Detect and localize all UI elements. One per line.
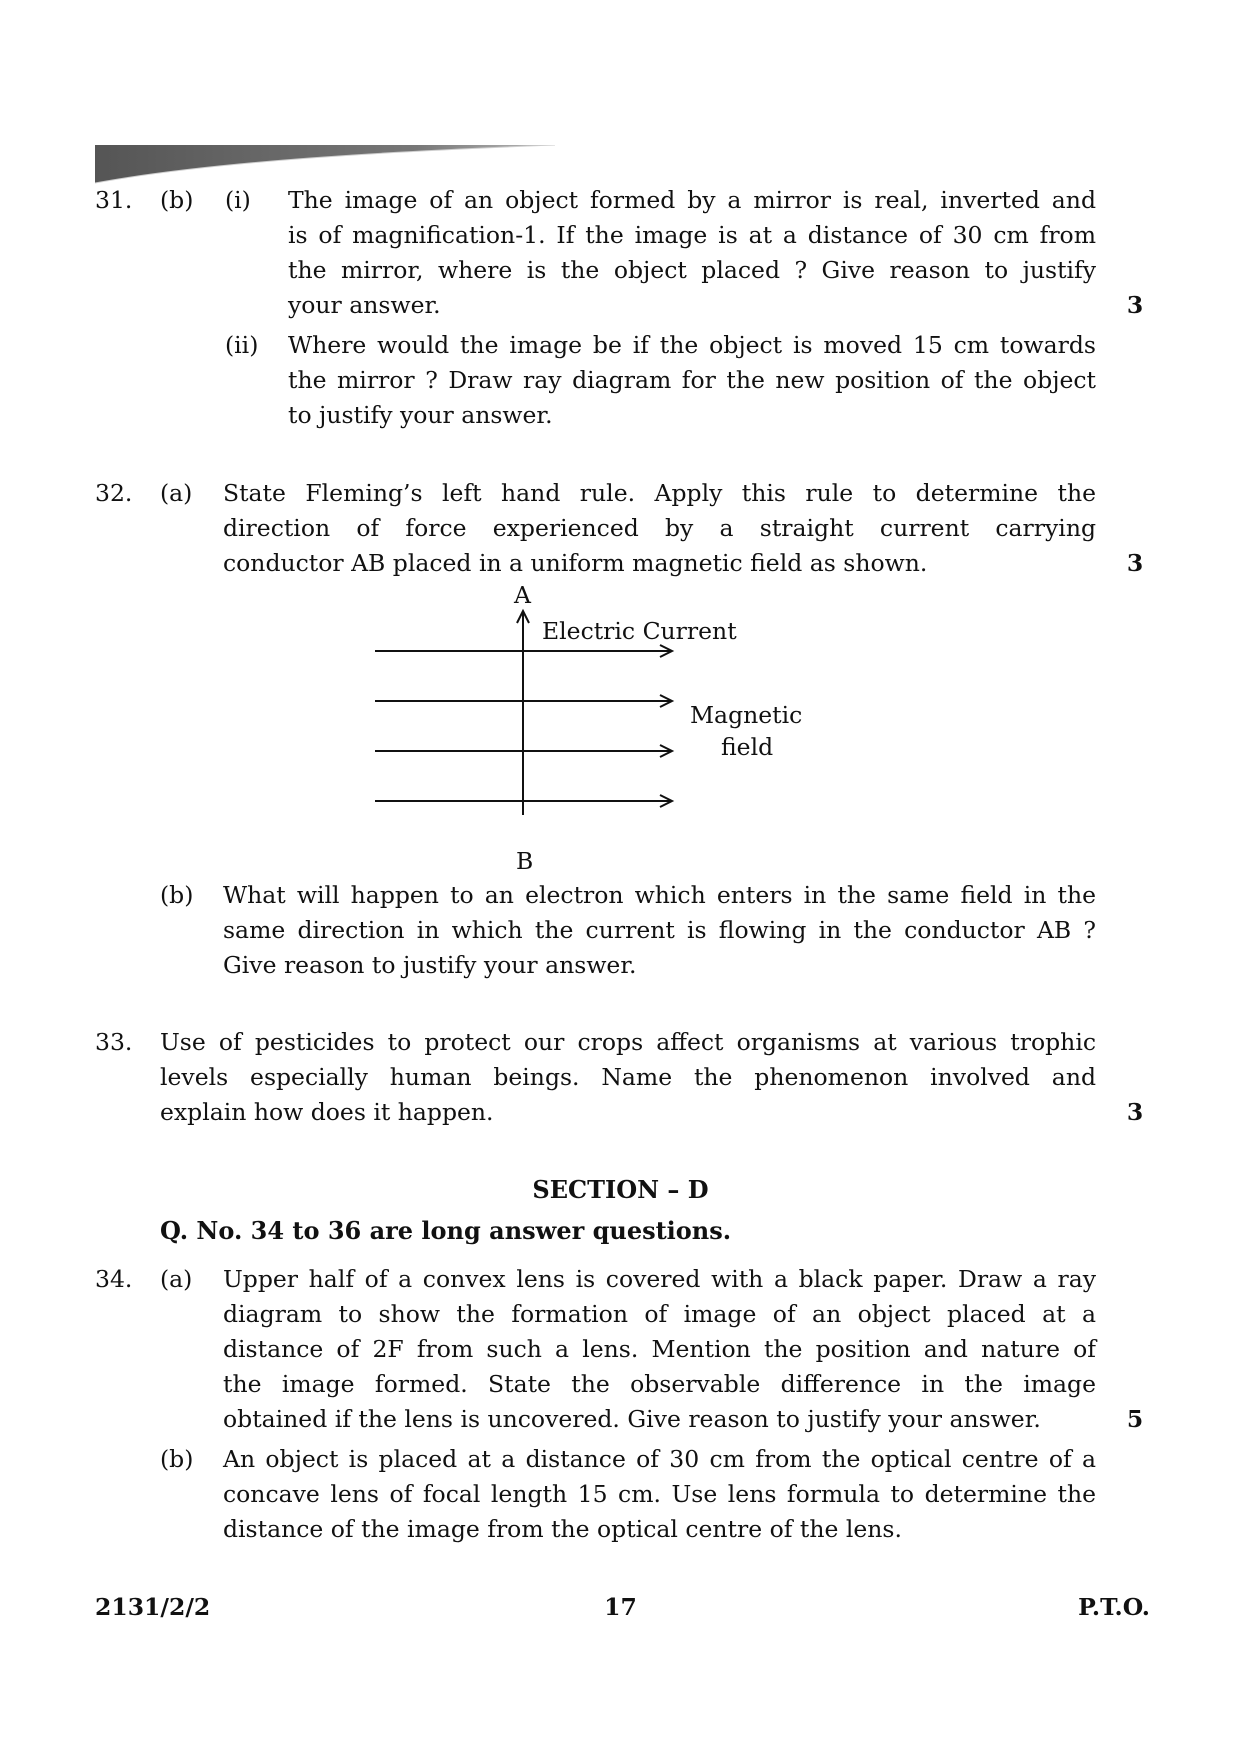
label-b: B: [516, 847, 534, 875]
section-title: SECTION – D: [532, 1175, 709, 1204]
question-text-line: same direction in which the current is flowing in the conductor AB ?: [223, 916, 1096, 944]
paper-code: 2131/2/2: [95, 1593, 211, 1621]
subpart-label: (i): [225, 186, 251, 214]
question-text-line: direction of force experienced by a straight current carrying: [223, 514, 1096, 542]
marks-label: 3: [1126, 291, 1144, 319]
question-text-line: Upper half of a convex lens is covered with a black paper. Draw a ray: [223, 1265, 1096, 1293]
marks-label: 5: [1126, 1405, 1144, 1433]
header-band: [95, 145, 555, 185]
subpart-label: (ii): [225, 331, 259, 359]
label-field: field: [721, 733, 774, 761]
question-text-line: Give reason to justify your answer.: [223, 951, 637, 979]
question-text-line: concave lens of focal length 15 cm. Use lens formula to determine the: [223, 1480, 1096, 1508]
label-a: A: [514, 581, 531, 609]
question-text-line: Use of pesticides to protect our crops affect organisms at various trophic: [160, 1028, 1096, 1056]
question-number: 32.: [95, 479, 133, 507]
question-text-line: is of magnification-1. If the image is at a distance of 30 cm from: [288, 221, 1096, 249]
part-label: (a): [160, 479, 193, 507]
question-text-line: conductor AB placed in a uniform magnetic field as shown.: [223, 549, 928, 577]
question-text-line: explain how does it happen.: [160, 1098, 494, 1126]
part-label: (b): [160, 1445, 194, 1473]
question-text-line: the mirror, where is the object placed ? Give reason to justify: [288, 256, 1096, 284]
question-text-line: your answer.: [288, 291, 441, 319]
section-instruction: Q. No. 34 to 36 are long answer questions.: [160, 1216, 732, 1245]
question-text-line: An object is placed at a distance of 30 cm from the optical centre of a: [223, 1445, 1096, 1473]
question-text-line: State Fleming’s left hand rule. Apply this rule to determine the: [223, 479, 1096, 507]
question-text-line: levels especially human beings. Name the phenomenon involved and: [160, 1063, 1096, 1091]
question-text-line: to justify your answer.: [288, 401, 553, 429]
question-text-line: Where would the image be if the object is moved 15 cm towards: [288, 331, 1096, 359]
question-text-line: the image formed. State the observable difference in the image: [223, 1370, 1096, 1398]
label-magnetic: Magnetic: [690, 701, 803, 729]
question-text-line: distance of the image from the optical centre of the lens.: [223, 1515, 902, 1543]
page-number: 17: [604, 1593, 637, 1621]
question-text-line: distance of 2F from such a lens. Mention the position and nature of: [223, 1335, 1096, 1363]
question-text-line: What will happen to an electron which enters in the same field in the: [223, 881, 1096, 909]
question-text-line: diagram to show the formation of image of an object placed at a: [223, 1300, 1096, 1328]
part-label: (b): [160, 186, 194, 214]
part-label: (a): [160, 1265, 193, 1293]
pto-label: P.T.O.: [1078, 1593, 1150, 1621]
question-number: 34.: [95, 1265, 133, 1293]
question-number: 31.: [95, 186, 133, 214]
label-electric-current: Electric Current: [542, 617, 737, 645]
part-label: (b): [160, 881, 194, 909]
marks-label: 3: [1126, 549, 1144, 577]
question-text-line: obtained if the lens is uncovered. Give reason to justify your answer.: [223, 1405, 1041, 1433]
question-number: 33.: [95, 1028, 133, 1056]
marks-label: 3: [1126, 1098, 1144, 1126]
question-text-line: The image of an object formed by a mirror is real, inverted and: [288, 186, 1096, 214]
question-text-line: the mirror ? Draw ray diagram for the new position of the object: [288, 366, 1096, 394]
